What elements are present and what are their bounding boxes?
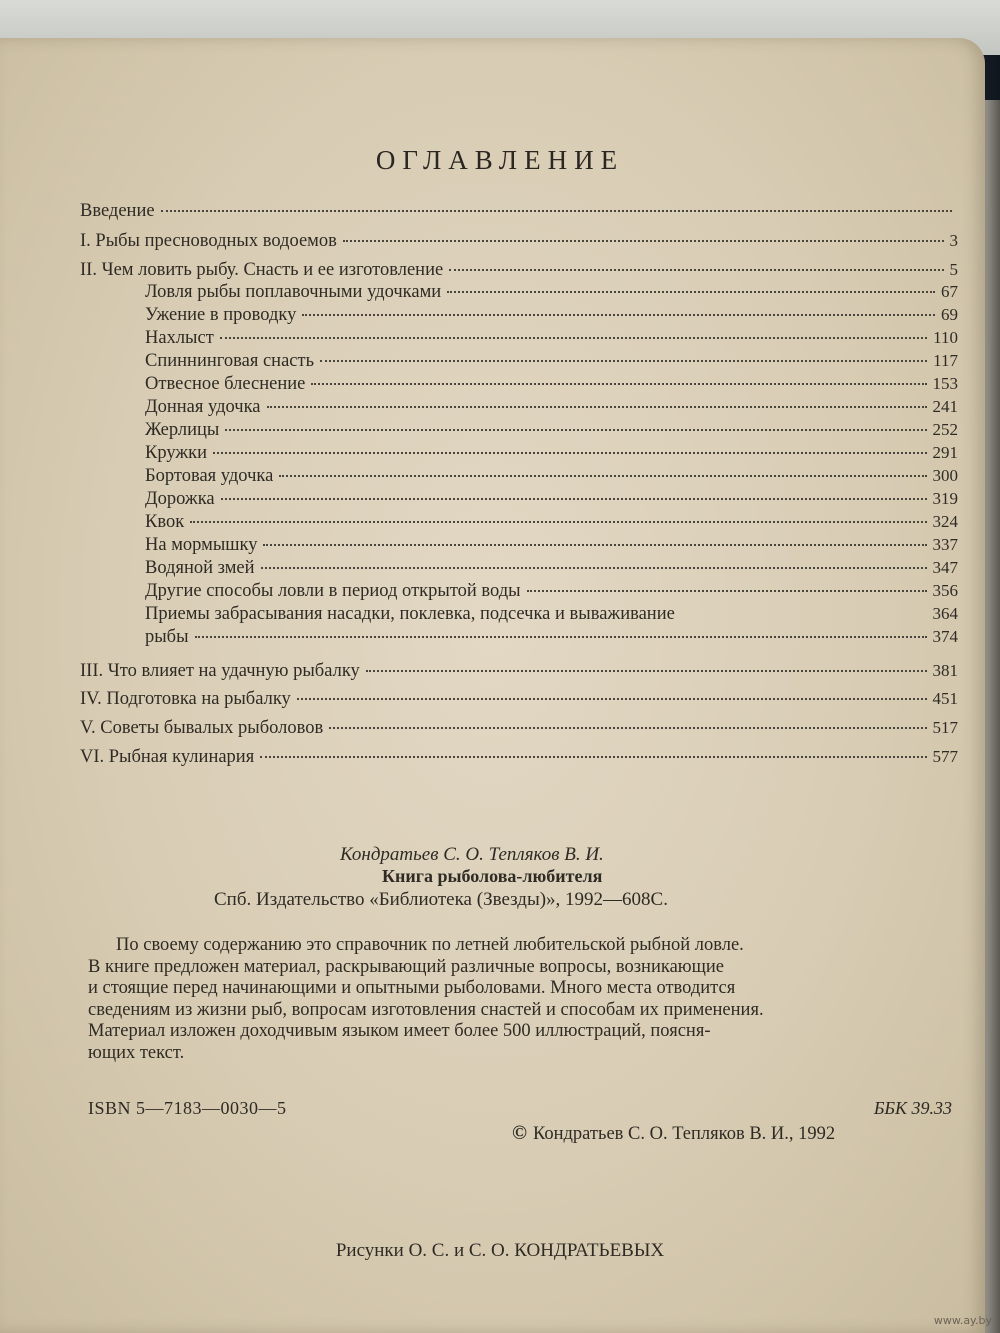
toc-entry-page: 374: [932, 627, 958, 646]
toc-entry-page: 364: [932, 604, 958, 623]
toc-entry-label: I. Рыбы пресноводных водоемов: [80, 231, 337, 251]
toc-entry-label: Ужение в проводку: [145, 305, 297, 325]
toc-entry-label: Квок: [145, 512, 185, 532]
dot-leader: [329, 726, 926, 729]
toc-entry: [145, 465, 958, 487]
dot-leader: [263, 543, 926, 546]
dot-leader: [311, 382, 926, 385]
toc-entry-label: VI. Рыбная кулинария: [80, 747, 255, 767]
isbn: ISBN 5—7183—0030—5: [88, 1098, 287, 1118]
dot-leader: [161, 209, 952, 212]
illustrations-credit: Рисунки О. С. и С. О. КОНДРАТЬЕВЫХ: [335, 1240, 665, 1261]
toc-entry-label: IV. Подготовка на рыбалку: [80, 689, 291, 709]
toc-entry: [80, 660, 958, 682]
toc-entry-page: 577: [932, 747, 958, 766]
toc-entry-label: Кружки: [145, 443, 208, 463]
toc-entry: [80, 717, 958, 739]
toc-entry-page: 451: [932, 689, 958, 708]
toc-entry: [145, 511, 958, 533]
credits-book-title: Книга рыболова-любителя: [382, 866, 603, 886]
dot-leader: [225, 428, 926, 431]
dot-leader: [195, 635, 927, 638]
credits-publisher: Спб. Издательство «Библиотека (Звезды)», 1992—608С.: [214, 889, 668, 910]
toc-entry-label: Донная удочка: [145, 397, 261, 417]
dot-leader: [221, 497, 927, 500]
toc-entry: [80, 230, 958, 252]
credits-authors: Кондратьев С. О. Тепляков В. И.: [340, 844, 604, 865]
toc-entry: [145, 603, 905, 625]
toc-entry-label: рыбы: [145, 627, 189, 647]
toc-entry-label: Спиннинговая снасть: [145, 351, 315, 371]
toc-entry-label: Водяной змей: [145, 558, 255, 578]
toc-entry-page: 300: [932, 466, 958, 485]
copyright-text: Кондратьев С. О. Тепляков В. И., 1992: [532, 1124, 836, 1144]
toc-entry-page: 337: [932, 535, 958, 554]
toc-entry-label: II. Чем ловить рыбу. Снасть и ее изготовление: [80, 260, 444, 280]
dot-leader: [267, 405, 927, 408]
toc-entry: [145, 534, 958, 556]
dot-leader: [449, 268, 943, 271]
bbk-code: ББК 39.33: [873, 1098, 952, 1118]
toc-entry-label: Дорожка: [145, 489, 215, 509]
toc-entry-label: Отвесное блеснение: [145, 374, 306, 394]
toc-entry-page: 291: [932, 443, 958, 462]
abstract-line: Материал изложен доходчивым языком имеет более 500 иллюстраций, поясня-: [88, 1021, 711, 1042]
toc-entry: [80, 200, 958, 222]
toc-entry: [80, 688, 958, 710]
toc-entry-label: V. Советы бывалых рыболовов: [80, 718, 324, 738]
watermark: www.ay.by: [933, 1314, 992, 1327]
toc-entry-label: Жерлицы: [145, 420, 220, 440]
toc-entry-page: 517: [932, 718, 958, 737]
toc-entry: [145, 396, 958, 418]
toc-entry: [145, 442, 958, 464]
toc-entry-page: 67: [941, 282, 958, 301]
copyright-icon: ©: [512, 1122, 527, 1144]
toc-entry-page-wrap: [930, 603, 958, 625]
abstract-line: и стоящие перед начинающими и опытными рыболовами. Много места отводится: [88, 978, 736, 999]
dot-leader: [447, 290, 935, 293]
toc-entry-page: 69: [941, 305, 958, 324]
toc-entry: [145, 350, 958, 372]
toc-entry: [145, 580, 958, 602]
dot-leader: [302, 313, 935, 316]
toc-entry-label: Введение: [80, 201, 155, 221]
toc-entry-page: 5: [949, 260, 958, 279]
toc-entry: [145, 281, 958, 303]
toc-entry-label: Приемы забрасывания насадки, поклевка, подсечка и вываживание: [145, 604, 675, 624]
toc-entry-page: 153: [932, 374, 958, 393]
dot-leader: [297, 697, 927, 700]
toc-entry: [145, 557, 958, 579]
dot-leader: [343, 239, 944, 242]
dot-leader: [261, 566, 927, 569]
dot-leader: [213, 451, 926, 454]
dot-leader: [527, 589, 927, 592]
abstract-line: ющих текст.: [88, 1042, 185, 1063]
toc-entry-label: На мормышку: [145, 535, 258, 555]
dot-leader: [260, 755, 926, 758]
toc-entry-page: 241: [932, 397, 958, 416]
toc-entry-page: 252: [932, 420, 958, 439]
dot-leader: [279, 474, 926, 477]
toc-entry-page: 324: [932, 512, 958, 531]
toc-entry-page: 3: [949, 231, 958, 250]
toc-entry-page: 347: [932, 558, 958, 577]
dot-leader: [366, 669, 927, 672]
toc-entry-page: 319: [932, 489, 958, 508]
toc-entry: [145, 626, 958, 648]
toc-entry-page: 117: [933, 351, 958, 370]
toc-entry: [80, 259, 958, 281]
toc-entry-page: 381: [932, 661, 958, 680]
toc-entry: [145, 327, 958, 349]
abstract-line: По своему содержанию это справочник по летней любительской рыбной ловле.: [116, 935, 744, 955]
dot-leader: [190, 520, 926, 523]
toc-entry: [80, 746, 958, 768]
toc-entry: [145, 419, 958, 441]
toc-entry-label: Бортовая удочка: [145, 466, 274, 486]
abstract-line: сведениям из жизни рыб, вопросам изготовления снастей и способам их применения.: [88, 999, 764, 1020]
toc-entry: [145, 373, 958, 395]
toc-entry-label: Нахлыст: [145, 328, 214, 348]
toc-title: ОГЛАВЛЕНИЕ: [375, 145, 625, 175]
copyright-notice: [512, 1122, 835, 1145]
toc-entry-label: Другие способы ловли в период открытой воды: [145, 581, 521, 601]
toc-entry-page: 356: [932, 581, 958, 600]
toc-entry-label: Ловля рыбы поплавочными удочками: [145, 282, 442, 302]
toc-entry-page: 110: [933, 328, 958, 347]
toc-entry: [145, 488, 958, 510]
abstract-line: В книге предложен материал, раскрывающий различные вопросы, возникающие: [88, 956, 724, 977]
dot-leader: [220, 336, 927, 339]
book-abstract: [88, 935, 958, 1065]
toc-entry: [145, 304, 958, 326]
dot-leader: [320, 359, 927, 362]
toc-entry-label: III. Что влияет на удачную рыбалку: [80, 661, 360, 681]
